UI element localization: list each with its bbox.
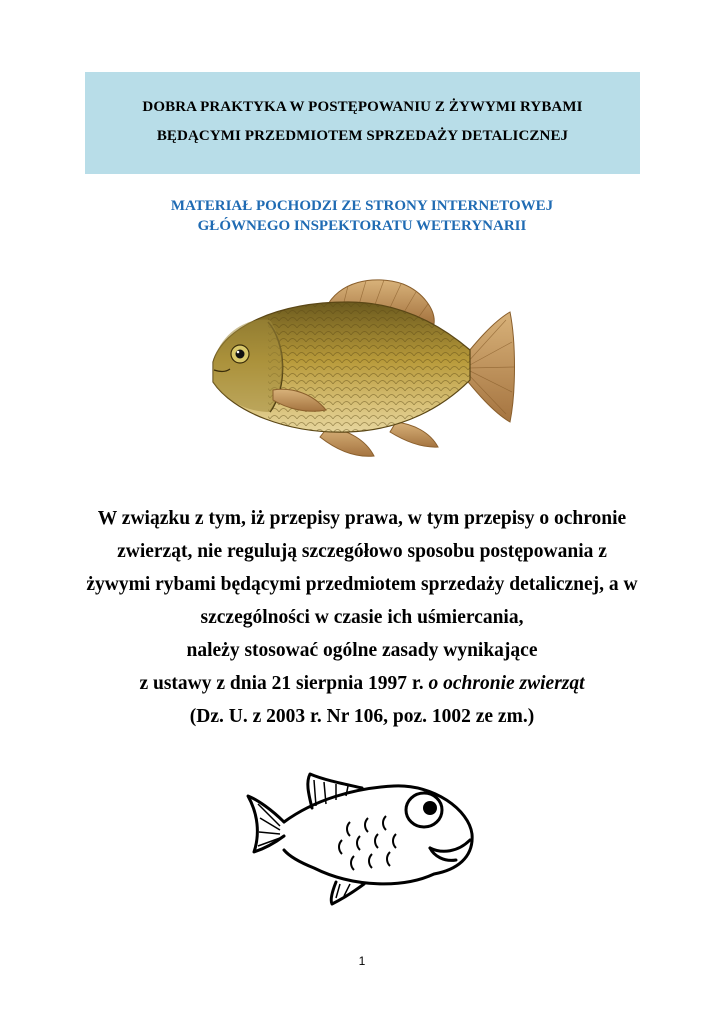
source-line-2: GŁÓWNEGO INSPEKTORATU WETERYNARII — [197, 218, 527, 234]
act-title: o ochronie zwierząt — [428, 673, 585, 694]
title-box — [85, 72, 640, 174]
source-note — [0, 196, 724, 236]
body-line-6 — [60, 667, 664, 700]
body-line-5: należy stosować ogólne zasady wynikające — [186, 640, 538, 661]
page-number: 1 — [358, 954, 366, 968]
cartoon-fish-icon — [244, 770, 480, 906]
body-line-7: (Dz. U. z 2003 r. Nr 106, poz. 1002 ze zm.) — [189, 706, 535, 727]
crucian-carp-photo-icon — [198, 272, 528, 462]
act-reference: z ustawy z dnia 21 sierpnia 1997 r. — [139, 673, 424, 694]
title-line-2: BĘDĄCYMI PRZEDMIOTEM SPRZEDAŻY DETALICZNEJ — [156, 128, 569, 144]
source-line-1: MATERIAŁ POCHODZI ZE STRONY INTERNETOWEJ — [170, 198, 554, 214]
body-line-3: żywymi rybami będącymi przedmiotem sprzedaży detalicznej, a w — [86, 574, 638, 595]
body-line-1: W związku z tym, iż przepisy prawa, w tym przepisy o ochronie — [97, 508, 627, 529]
body-line-4: szczególności w czasie ich uśmiercania, — [200, 607, 524, 628]
body-text — [60, 502, 664, 733]
title-line-1: DOBRA PRAKTYKA W POSTĘPOWANIU Z ŻYWYMI RYBAMI — [142, 99, 583, 115]
body-line-2: zwierząt, nie regulują szczegółowo sposobu postępowania z — [117, 541, 607, 562]
